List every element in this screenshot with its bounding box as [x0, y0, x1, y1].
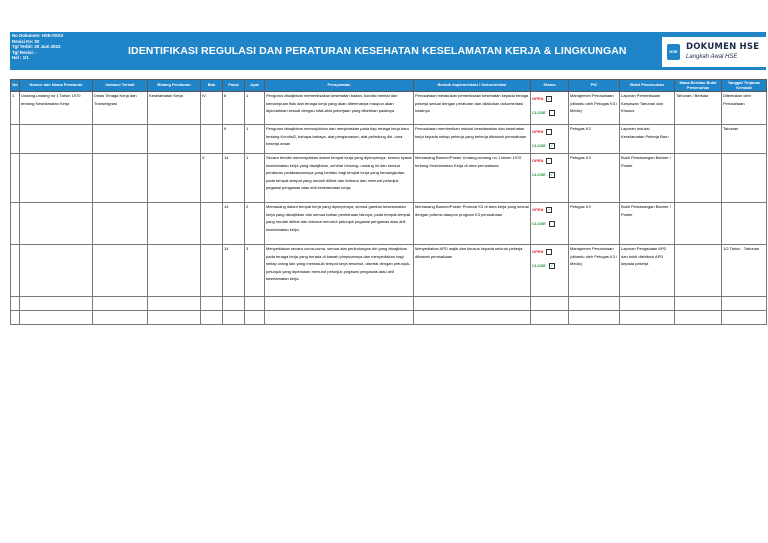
col-header: Pasal [223, 80, 245, 92]
cell-bidang [148, 245, 201, 297]
cell-implementasi: Perusahaan melakukan pemeriksaan kesehatan kepada tenaga pekerja sesuai dengan peraturan dan dilakukan dokumentasi hasilnya [414, 92, 531, 125]
open-checkbox[interactable]: ✓ [547, 207, 552, 212]
open-checkbox[interactable] [546, 249, 552, 255]
cell-peraturan [20, 245, 93, 297]
table-row-empty [11, 311, 767, 325]
cell-bab [201, 245, 223, 297]
close-checkbox[interactable] [549, 221, 555, 227]
cell-bukti: Bukti Pemasangan Banner / Poster [620, 203, 675, 245]
document-meta [12, 33, 63, 61]
col-header: Masa Berlaku Bukti Pemenuhan [675, 80, 722, 92]
cell-bab [201, 125, 223, 154]
col-header: Status [531, 80, 569, 92]
status-open-label: OPEN [532, 96, 544, 102]
cell-persyaratan: Secara tertulis menempatkan dalam tempat kerja yang dipimpinnya, semua syarat keselamatan kerja yang diwajibkan, sehelai Undang- undang ini dan semua peraturan pelaksanaannya yang berlaku bagi tempat kerja yang bersangkutan, pada tempat-tempat yang mudah dilihat dan terbaca dan menurut petunjuk pegawai pengawas atau ahli keselamatan kerja; [265, 154, 414, 203]
table-row-empty [11, 297, 767, 311]
regulation-table [10, 79, 767, 325]
cell-instansi [93, 125, 148, 154]
open-checkbox[interactable] [546, 129, 552, 135]
table-row [11, 154, 767, 203]
cell-masa: Tahunan / Berkala [675, 92, 722, 125]
col-header: Persyaratan [265, 80, 414, 92]
cell-masa [675, 154, 722, 203]
cell-bab [201, 203, 223, 245]
cell-tanggal [722, 154, 767, 203]
status-open-label: OPEN [532, 249, 544, 255]
cell-persyaratan: Pengurus diwajibkan memeriksakan kesehatan badan, kondisi mental dan kemampuan fisik dari tenaga kerja yang akan diterimanya maupun akan dipindahkan sesuai dengan sifat-sifat pekerjaan yang diberikan padanya [265, 92, 414, 125]
cell-implementasi: Memasang Banner/Poster Undang-undang no 1 tahun 1970 tentang Keselamatan Kerja di area perusahaan [414, 154, 531, 203]
status-close-label: CLOSE [532, 172, 546, 178]
close-checkbox[interactable]: ✓ [550, 172, 554, 177]
document-title: IDENTIFIKASI REGULASI DAN PERATURAN KESEHATAN KESELAMATAN KERJA & LINGKUNGAN [128, 45, 627, 57]
cell-implementasi: Menyediakan APD wajib dan khusus kepada seluruh pekerja dibawah perusahaan [414, 245, 531, 297]
close-checkbox[interactable] [549, 110, 555, 116]
cell-pic: Petugas K3 [569, 125, 620, 154]
col-header: Ayat [245, 80, 265, 92]
cell-bukti: Bukti Pemasangan Banner / Poster [620, 154, 675, 203]
cell-no [11, 125, 20, 154]
status-close-label: CLOSE [532, 221, 546, 227]
meta-revision-date: Tgl Revisi: - [12, 49, 37, 55]
cell-instansi: Dinas Tenaga Kerja dan Transmigrasi [93, 92, 148, 125]
status-close-label: CLOSE [532, 263, 546, 269]
table-row [11, 125, 767, 154]
col-header: Tanggal Tinjauan Kembali [722, 80, 767, 92]
document-header [10, 32, 766, 70]
cell-peraturan [20, 203, 93, 245]
cell-masa [675, 125, 722, 154]
cell-pasal: 14 [223, 245, 245, 297]
cell-persyaratan: Pengurus diwajibkan menunjukkan dan menjelaskan pada tiap tenaga kerja baru tentang Kondisi2, bahaya-bahaya, alat pengamanan, alat pelindung diri, cara bekerja aman [265, 125, 414, 154]
col-header: Bukti Pemenuhan [620, 80, 675, 92]
col-header: PIC [569, 80, 620, 92]
cell-peraturan [20, 125, 93, 154]
col-header: Bidang Peraturan [148, 80, 201, 92]
status-close-label: CLOSE [532, 110, 546, 116]
meta-issue-date: Tgl Terbit: 20 Juni 2023 [12, 44, 61, 49]
cell-persyaratan: Memasang dalam tempat kerja yang dipimpinnya, semua gambar keselamatan kerja yang diwajibkan dan semua bahan pembinaan lainnya, pada tempat-tempat yang mudah dilihat dan terbaca menurut petunjuk pegawai pengawas atau ahli keselamatan kerja; [265, 203, 414, 245]
cell-ayat: 2 [245, 203, 265, 245]
cell-status [531, 245, 569, 297]
meta-revision: Revisi Ke: 02 [12, 38, 40, 44]
col-header: Bentuk Implementasi / Dokumentasi [414, 80, 531, 92]
col-header: Bab [201, 80, 223, 92]
meta-page: Hal : 1/1 [12, 55, 29, 60]
cell-implementasi: Memasang Banner/Poster Promosi K3 di area kerja yang sesuai dengan potensi ataupun program K3 perusahaan [414, 203, 531, 245]
close-checkbox[interactable]: ✓ [550, 143, 554, 148]
cell-pasal: 14 [223, 203, 245, 245]
cell-instansi [93, 154, 148, 203]
cell-bidang [148, 154, 201, 203]
cell-no [11, 245, 20, 297]
cell-pic: Manajemen Perusahaan (dibantu oleh Petugas K3 / Medic) [569, 92, 620, 125]
table-header-row [11, 80, 767, 92]
cell-bukti: Laporan Pemeriksaan Karyawan Tahunan dan Khusus [620, 92, 675, 125]
cell-tanggal [722, 203, 767, 245]
table-row [11, 245, 767, 297]
cell-pasal: 9 [223, 125, 245, 154]
cell-ayat: 3 [245, 245, 265, 297]
cell-bukti: Laporan Pengadaan APD dan bukti distribusi APD kepada pekerja [620, 245, 675, 297]
logo-subtitle: Langkah Awal HSE [686, 54, 738, 60]
cell-bukti: Laporan Induksi Keselamatan Pekerja Baru [620, 125, 675, 154]
logo-title: DOKUMEN HSE [686, 42, 760, 52]
cell-peraturan: Undang-undang no 1 Tahun 1970 tentang Keselamatan Kerja [20, 92, 93, 125]
cell-bidang [148, 125, 201, 154]
hse-badge-icon: HSE [667, 44, 680, 60]
close-checkbox[interactable]: ✓ [550, 263, 554, 268]
cell-pasal: 8 [223, 92, 245, 125]
cell-pic: Petugas K3 [569, 203, 620, 245]
cell-masa [675, 245, 722, 297]
open-checkbox[interactable]: ✓ [547, 96, 552, 101]
cell-peraturan [20, 154, 93, 203]
cell-tanggal: 1/2 Tahun , Tahunan [722, 245, 767, 297]
cell-no [11, 154, 20, 203]
cell-tanggal: Tahunan [722, 125, 767, 154]
cell-bidang [148, 203, 201, 245]
cell-status [531, 92, 569, 125]
meta-doc-number: No Dokumen: HSE-0XXX [12, 33, 64, 38]
table-row [11, 92, 767, 125]
cell-no: 1 [11, 92, 20, 125]
cell-status [531, 203, 569, 245]
status-close-label: CLOSE [532, 143, 546, 149]
cell-status [531, 125, 569, 154]
cell-tanggal: Ditentukan oleh Perusahaan [722, 92, 767, 125]
status-open-label: OPEN [532, 158, 544, 164]
cell-masa [675, 203, 722, 245]
cell-bab: X [201, 154, 223, 203]
cell-ayat: 1 [245, 92, 265, 125]
table-row [11, 203, 767, 245]
open-checkbox[interactable] [546, 158, 552, 164]
cell-bab: IV [201, 92, 223, 125]
cell-instansi [93, 203, 148, 245]
cell-bidang: Keselamatan Kerja [148, 92, 201, 125]
status-open-label: OPEN [532, 129, 544, 135]
cell-ayat: 1 [245, 125, 265, 154]
col-header: No [11, 80, 20, 92]
cell-pasal: 14 [223, 154, 245, 203]
cell-pic: Manajemen Perusahaan (dibantu oleh Petugas K3 / Medic) [569, 245, 620, 297]
cell-status [531, 154, 569, 203]
cell-pic: Petugas K3 [569, 154, 620, 203]
cell-no [11, 203, 20, 245]
cell-instansi [93, 245, 148, 297]
dokumen-hse-logo [662, 37, 766, 67]
cell-ayat: 1 [245, 154, 265, 203]
col-header: Instansi Terkait [93, 80, 148, 92]
cell-implementasi: Perusahaan memberikan induksi keselamatan dan kesehatan kerja kepada setiap pekerja yang bekerja dibawah perusahaan [414, 125, 531, 154]
cell-persyaratan: Menyediakan secara cuma-cuma, semua alat perlindungan diri yang diwajibkan pada tenaga kerja yang berada di bawah pimpinannya dan menyediakan bagi setiap orang lain yang memasuki tempat kerja tersebut, disertai dengan petunjuk-petunjuk yang diperlukan menurut petunjuk pegawai pengawas atau ahli keselamatan kerja. [265, 245, 414, 297]
col-header: Nomor dan Nama Peraturan [20, 80, 93, 92]
status-open-label: OPEN [532, 207, 544, 213]
